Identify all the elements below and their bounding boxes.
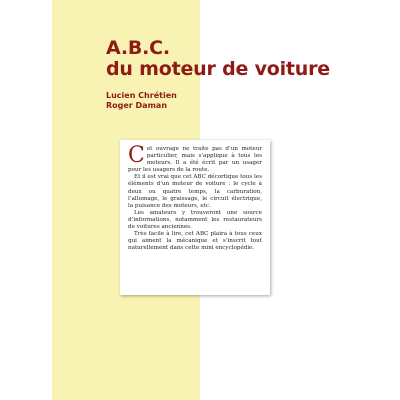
title-line-1: A.B.C.: [106, 37, 170, 59]
drop-cap: C: [128, 143, 145, 168]
book-back-cover: [52, 0, 348, 400]
author-1: Lucien Chrétien: [106, 91, 177, 100]
blurb-paragraph-1-text: et ouvrage ne traite pas d’un moteur particulier, mais s’applique à tous les moteurs. Il a été écrit par un usager pour les usagers de la route.: [128, 146, 262, 174]
blurb-paragraph-2: Et il est vrai que cet ABC décortique tous les éléments d’un moteur de voiture : le cycle à deux ou quatre temps, la carburation, l’allumage, le graissage, le circuit électrique, la puisance des moteurs, etc.: [128, 174, 262, 209]
author-2: Roger Daman: [106, 101, 168, 110]
authors: [106, 91, 177, 111]
title-line-2: du moteur de voiture: [106, 58, 330, 80]
blurb-box: [120, 140, 270, 295]
blurb-paragraph-1: [128, 143, 262, 174]
blurb-paragraph-4: Très facile à lire, cet ABC plaira à tous ceux qui aiment la mécanique et s’inscrit tout naturellement dans cette mini encyclopédie.: [128, 231, 262, 252]
book-title: [106, 38, 330, 80]
blurb-paragraph-3: Les amateurs y trouveront une source d’informations, notamment les restaurateurs de voitures anciennes.: [128, 209, 262, 231]
